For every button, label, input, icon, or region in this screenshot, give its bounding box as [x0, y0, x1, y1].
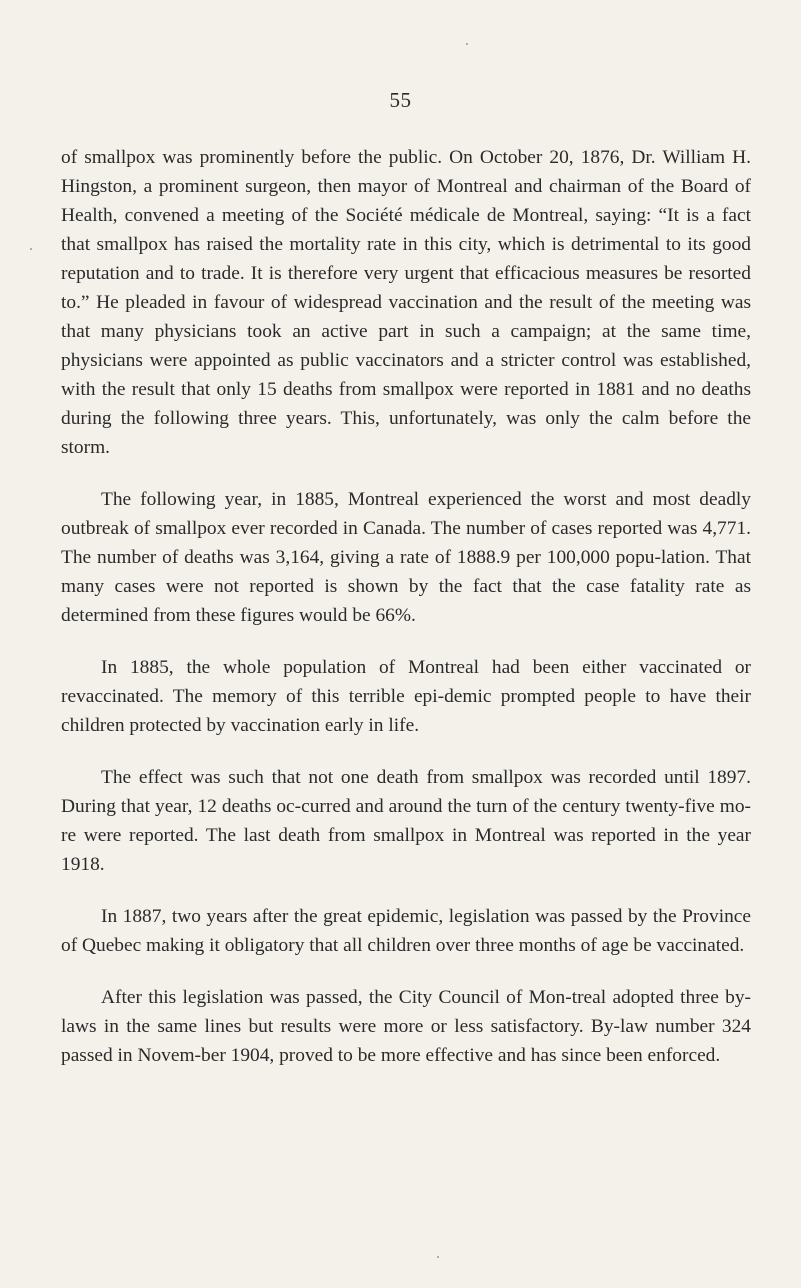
paragraph: In 1887, two years after the great epidemic, legislation was passed by the Province of Quebec making it obligatory that all children over three months of age be vaccinated. [61, 906, 751, 956]
page-number: 55 [389, 88, 412, 112]
paragraph: After this legislation was passed, the City Council of Mon-treal adopted three by-laws in the same lines but results were more or less satisfactory. By-law number 324 passed in Novem-ber 1904, proved to be more effective and has since been enforced. [61, 987, 751, 1066]
paragraph: The following year, in 1885, Montreal experienced the worst and most deadly outbreak of smallpox ever recorded in Canada. The number of cases reported was 4,771. The number of deaths was 3,164, giving a rate of 1888.9 per 100,000 popu-lation. That many cases were not reported is shown by the fact that the case fatality rate as determined from these figures would be 66%. [61, 489, 751, 626]
paper-speck [30, 248, 32, 250]
paragraph: In 1885, the whole population of Montreal had been either vaccinated or revaccinated. The memory of this terrible epi-demic prompted people to have their children protected by vaccination early in life. [61, 657, 751, 736]
body-text [61, 143, 751, 1093]
paper-speck [437, 1256, 439, 1258]
paragraph: of smallpox was prominently before the public. On October 20, 1876, Dr. William H. Hingston, a prominent surgeon, then mayor of Montreal and chairman of the Board of Health, convened a meeting of the Société médicale de Montreal, saying: “It is a fact that smallpox has raised the mortality rate in this city, which is detrimental to its good reputation and to trade. It is therefore very urgent that efficacious measures be resorted to.” He pleaded in favour of widespread vaccination and the result of the meeting was that many physicians took an active part in such a campaign; at the same time, physicians were appointed as public vaccinators and a stricter control was established, with the result that only 15 deaths from smallpox were reported in 1881 and no deaths during the following three years. This, unfortunately, was only the calm before the storm. [61, 147, 751, 458]
paper-speck [466, 43, 468, 45]
paragraph: The effect was such that not one death from smallpox was recorded until 1897. During that year, 12 deaths oc-curred and around the turn of the century twenty-five mo-re were reported. The last death from smallpox in Montreal was reported in the year 1918. [61, 767, 751, 875]
